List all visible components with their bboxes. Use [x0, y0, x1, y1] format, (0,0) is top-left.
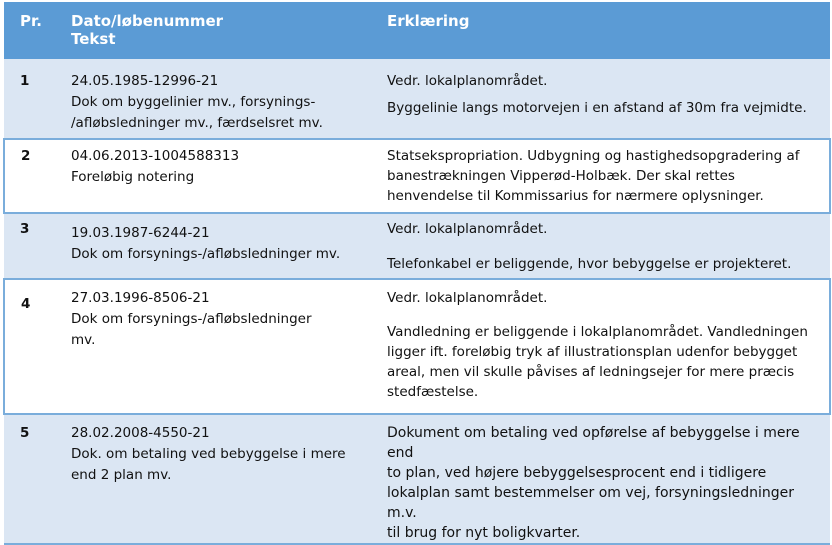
row-date-text [63, 59, 375, 139]
row-explanation [375, 213, 830, 279]
row-nr: 1 [4, 59, 63, 139]
row-explanation [375, 59, 830, 139]
row-text-line: /afløbsledninger mv., færdselsret mv. [71, 115, 323, 131]
table-header [4, 2, 830, 59]
row-nr: 2 [4, 139, 63, 213]
table-row [4, 279, 830, 414]
row-text-line: end 2 plan mv. [71, 467, 172, 483]
explanation-line: Vedr. lokalplanområdet. [387, 221, 548, 237]
explanation-line: Vandledning er beliggende i lokalplanområdet. Vandledningen [387, 324, 808, 340]
explanation-line: Dokument om betaling ved opførelse af bebyggelse i mere end [387, 425, 800, 461]
row-explanation [375, 279, 830, 414]
explanation-line: ligger ift. foreløbig tryk af illustrationsplan udenfor bebygget [387, 344, 798, 360]
row-date-text [63, 139, 375, 213]
table-row [4, 59, 830, 139]
header-explanation: Erklæring [375, 2, 830, 59]
explanation-line: Vedr. lokalplanområdet. [387, 290, 548, 306]
row-text-line: mv. [71, 332, 96, 348]
table-row [4, 139, 830, 213]
table-row [4, 213, 830, 279]
explanation-line: Statsekspropriation. Udbygning og hastighedsopgradering af [387, 148, 800, 164]
header-row [4, 2, 830, 59]
row-date: 27.03.1996-8506-21 [71, 290, 210, 306]
table-row [4, 414, 830, 544]
explanation-line: henvendelse til Kommissarius for nærmere oplysninger. [387, 188, 764, 204]
explanation-line: areal, men vil skulle påvises af ledningsejer for mere præcis [387, 364, 795, 380]
row-date: 24.05.1985-12996-21 [71, 73, 219, 89]
explanation-line: Vedr. lokalplanområdet. [387, 73, 548, 89]
row-date-text [63, 414, 375, 544]
row-date: 28.02.2008-4550-21 [71, 425, 210, 441]
explanation-line: banestrækningen Vipperød-Holbæk. Der skal rettes [387, 168, 735, 184]
header-date-text [63, 2, 375, 59]
row-date: 04.06.2013-1004588313 [71, 148, 240, 164]
servitut-table [3, 2, 831, 545]
row-text-line: Dok. om betaling ved bebyggelse i mere [71, 446, 346, 462]
row-text-line: Dok om forsynings-/afløbsledninger [71, 311, 312, 327]
row-explanation [375, 414, 830, 544]
table-body [4, 59, 830, 544]
header-nr: Pr. [4, 2, 63, 59]
row-text-line: Foreløbig notering [71, 169, 195, 185]
explanation-line: Telefonkabel er beliggende, hvor bebyggelse er projekteret. [387, 256, 792, 272]
row-nr: 3 [4, 213, 63, 279]
explanation-line: til brug for nyt boligkvarter. [387, 525, 581, 541]
row-text-line: Dok om byggelinier mv., forsynings- [71, 94, 316, 110]
row-text-line: Dok om forsynings-/afløbsledninger mv. [71, 246, 341, 262]
explanation-line: Byggelinie langs motorvejen i en afstand af 30m fra vejmidte. [387, 100, 807, 116]
explanation-line: to plan, ved højere bebyggelsesprocent end i tidligere [387, 465, 767, 481]
header-date-label: Dato/løbenummer [71, 12, 224, 30]
row-nr: 4 [4, 279, 63, 414]
header-text-label: Tekst [71, 30, 116, 48]
row-date: 19.03.1987-6244-21 [71, 225, 210, 241]
row-date-text [63, 279, 375, 414]
row-nr: 5 [4, 414, 63, 544]
explanation-line: lokalplan samt bestemmelser om vej, forsyningsledninger m.v. [387, 485, 794, 521]
row-explanation [375, 139, 830, 213]
explanation-line: stedfæstelse. [387, 384, 479, 400]
row-date-text [63, 213, 375, 279]
